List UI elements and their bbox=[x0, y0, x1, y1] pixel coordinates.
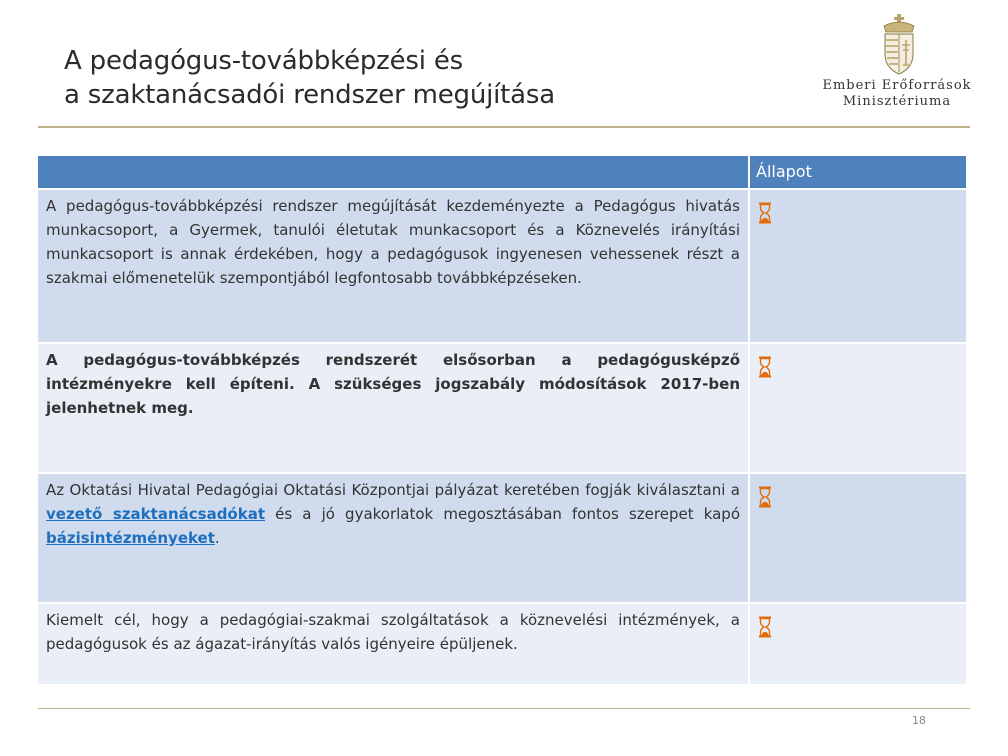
title-divider bbox=[38, 126, 970, 128]
row-status bbox=[750, 344, 966, 472]
row-status bbox=[750, 604, 966, 684]
ministry-logo bbox=[822, 10, 972, 118]
title-line-1: A pedagógus-továbbképzési és bbox=[64, 46, 463, 76]
hourglass-icon bbox=[758, 356, 772, 378]
hourglass-icon bbox=[758, 202, 772, 224]
coat-of-arms-icon bbox=[878, 14, 920, 76]
hourglass-icon bbox=[758, 486, 772, 508]
highlight-link: bázisintézményeket bbox=[46, 529, 215, 547]
status-table bbox=[38, 156, 966, 684]
org-name-line-2: Minisztériuma bbox=[842, 94, 952, 109]
header-cell-status: Állapot bbox=[750, 156, 966, 188]
row-text-part: Az Oktatási Hivatal Pedagógiai Oktatási Központjai pályázat keretében fogják kiválasztani a bbox=[46, 481, 740, 499]
slide-title bbox=[64, 44, 555, 112]
org-name-line-1: Emberi Erőforrások bbox=[822, 78, 972, 93]
hourglass-icon bbox=[758, 616, 772, 638]
header-cell-description bbox=[38, 156, 748, 188]
table-row bbox=[38, 344, 966, 472]
row-text: Kiemelt cél, hogy a pedagógiai-szakmai szolgáltatások a köznevelési intézmények, a pedagógusok és az ágazat-irányítás valós igényeire épüljenek. bbox=[38, 604, 748, 684]
footer-divider bbox=[38, 708, 970, 709]
row-status bbox=[750, 190, 966, 342]
row-text-part: . bbox=[214, 529, 220, 547]
row-text: A pedagógus-továbbképzési rendszer megújítását kezdeményezte a Pedagógus hivatás munkacsoport, a Gyermek, tanulói életutak munkacsoport és a Köznevelés irányítási munkacsoport is annak érdekében, hogy a pedagógusok ingyenesen vehessenek részt a szakmai előmenetelük szempontjából legfontosabb továbbképzéseken. bbox=[38, 190, 748, 342]
row-text bbox=[38, 474, 748, 602]
table-row bbox=[38, 604, 966, 684]
highlight-link: vezető szaktanácsadókat bbox=[46, 505, 266, 523]
page-number: 18 bbox=[912, 714, 926, 727]
table-row bbox=[38, 474, 966, 602]
title-line-2: a szaktanácsadói rendszer megújítása bbox=[64, 80, 555, 110]
table-header-row bbox=[38, 156, 966, 188]
row-text-part: és a jó gyakorlatok megosztásában fontos szerepet kapó bbox=[265, 505, 741, 523]
row-text: A pedagógus-továbbképzés rendszerét elsősorban a pedagógusképző intézményekre kell építeni. A szükséges jogszabály módosítások 2017-ben jelenhetnek meg. bbox=[38, 344, 748, 472]
row-status bbox=[750, 474, 966, 602]
table-row bbox=[38, 190, 966, 342]
